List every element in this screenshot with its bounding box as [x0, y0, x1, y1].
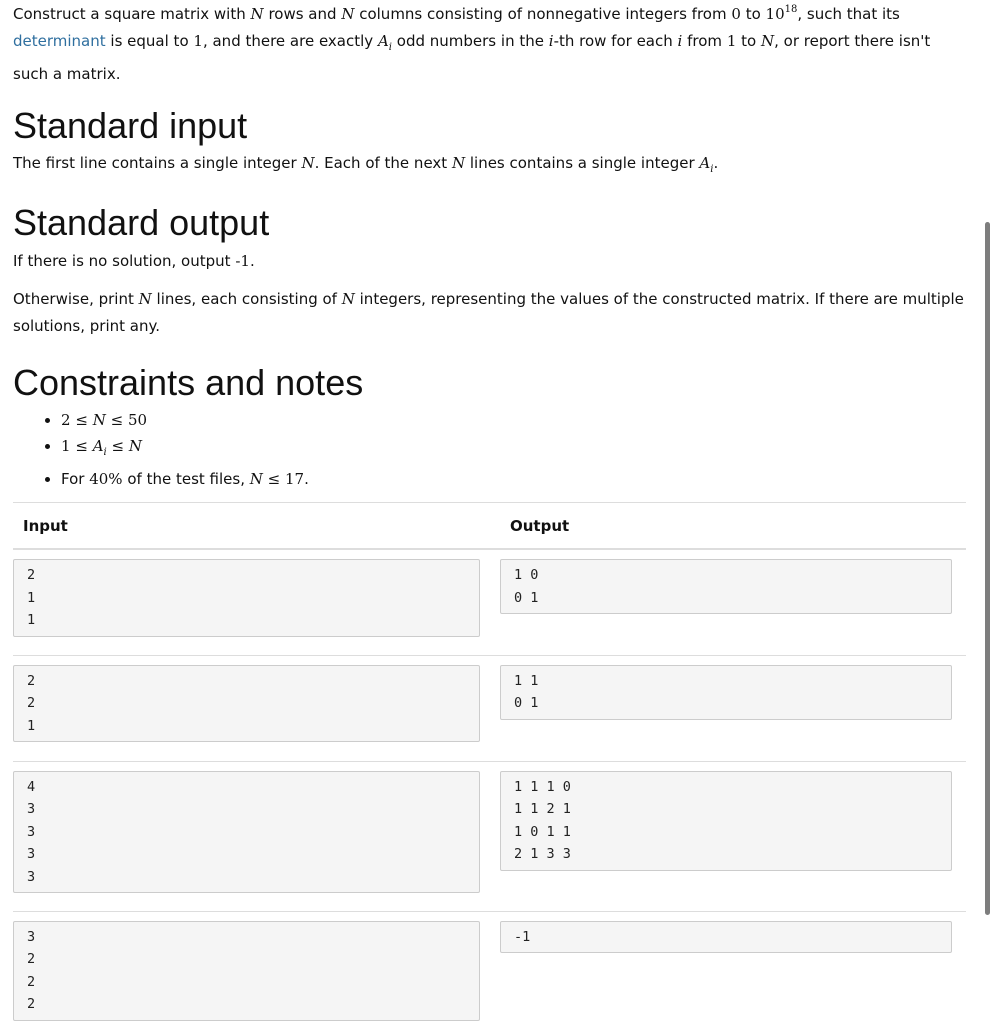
standard-input-heading: Standard input	[13, 105, 248, 146]
standard-output-heading: Standard output	[13, 202, 270, 243]
sample-output[interactable]: 1 1 0 1	[500, 665, 952, 720]
constraints-list	[13, 407, 309, 492]
sample-row	[13, 761, 966, 911]
sample-output[interactable]: 1 1 1 0 1 1 2 1 1 0 1 1 2 1 3 3	[500, 771, 952, 871]
sample-input[interactable]: 2 2 1	[13, 665, 480, 743]
output-column-header: Output	[490, 503, 966, 550]
samples-table	[13, 502, 966, 1021]
constraint-n-range: • 2 ≤ N ≤ 50	[61, 407, 309, 433]
constraint-a-range: • $1 \le A_i \le N$	[61, 433, 309, 466]
constraints-heading: Constraints and notes	[13, 362, 364, 403]
sample-row	[13, 655, 966, 761]
sample-row	[13, 911, 966, 1021]
sample-output[interactable]: 1 0 0 1	[500, 559, 952, 614]
sample-input[interactable]: 3 2 2 2	[13, 921, 480, 1021]
sample-input[interactable]: 4 3 3 3 3	[13, 771, 480, 894]
standard-output-line1: If there is no solution, output -1.	[13, 252, 255, 270]
standard-input-text: The first line contains a single integer N. Each of the next N lines contains a single integer $A_i$.	[13, 154, 719, 175]
determinant-link[interactable]: determinant	[13, 32, 106, 50]
vertical-scrollbar[interactable]	[985, 222, 990, 915]
constraint-subtask: • For 40% of the test files, N ≤ 17.	[61, 466, 309, 492]
sample-row	[13, 549, 966, 655]
statement-paragraph: Construct a square matrix with N rows and N columns consisting of nonnegative integers from 0 to $10^{18}$, such that its determinant is equal to 1, and there are exactly $A_i$ odd numbers in the i-th row for each i from 1 to N, or report there isn't such a matrix.	[13, 4, 931, 83]
standard-output-line2: Otherwise, print N lines, each consisting of N integers, representing the values of the constructed matrix. If there are multiple solutions, print any.	[13, 290, 964, 335]
sample-output[interactable]: -1	[500, 921, 952, 954]
sample-input[interactable]: 2 1 1	[13, 559, 480, 637]
input-column-header: Input	[13, 503, 490, 550]
